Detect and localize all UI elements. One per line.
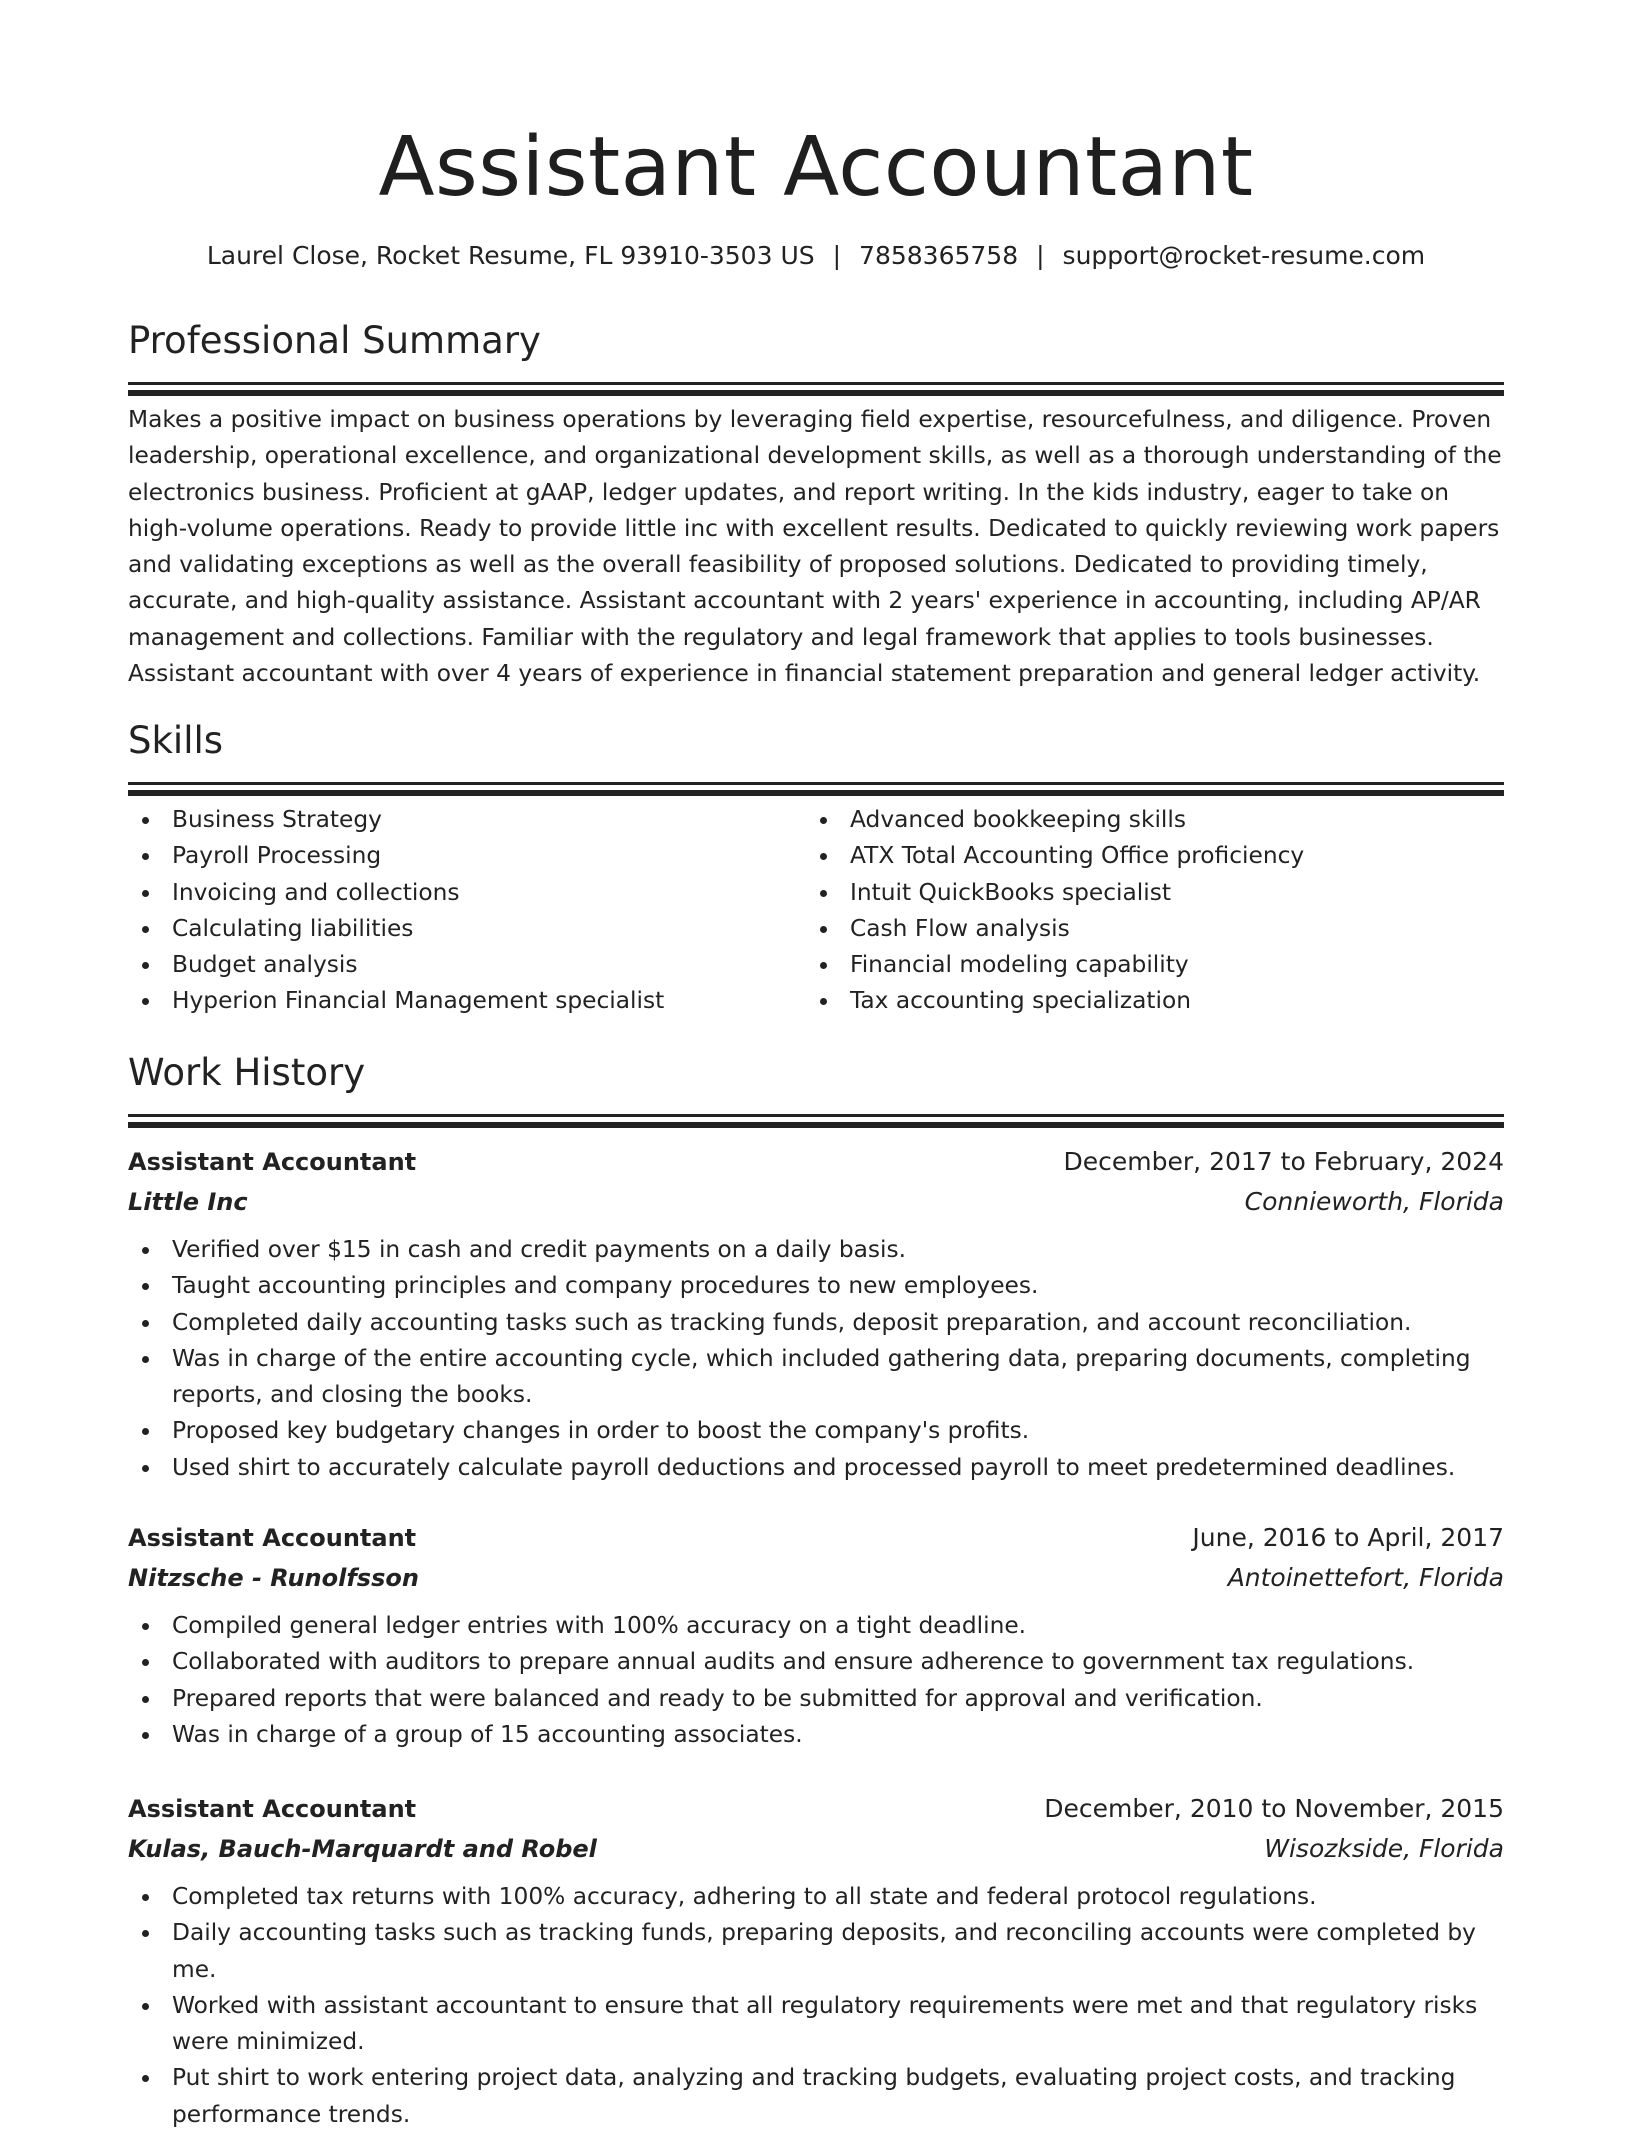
section-divider (128, 382, 1504, 385)
skills-list-right (806, 802, 1484, 1020)
job-subheader (128, 1182, 1504, 1222)
job-entry (128, 1789, 1504, 2133)
job-bullet: Was in charge of the entire accounting cycle, which included gathering data, preparing documents, completing reports, and closing the books. (128, 1341, 1504, 1414)
section-divider-thick (128, 390, 1504, 396)
contact-phone: 7858365758 (859, 241, 1019, 270)
job-location: Antoinettefort, Florida (1227, 1563, 1504, 1592)
skill-item: ATX Total Accounting Office proficiency (806, 838, 1484, 874)
job-bullet: Compiled general ledger entries with 100% accuracy on a tight deadline. (128, 1608, 1504, 1644)
job-dates: December, 2010 to November, 2015 (1044, 1794, 1504, 1823)
section-divider-thick (128, 1122, 1504, 1128)
job-header (128, 1518, 1504, 1558)
contact-address: Laurel Close, Rocket Resume, FL 93910-3503 US (206, 241, 815, 270)
section-divider (128, 782, 1504, 785)
job-bullets (128, 1232, 1504, 1486)
job-entry (128, 1142, 1504, 1486)
skill-item: Financial modeling capability (806, 947, 1484, 983)
job-bullet: Daily accounting tasks such as tracking funds, preparing deposits, and reconciling accounts were completed by me. (128, 1915, 1504, 1988)
job-bullet: Proposed key budgetary changes in order to boost the company's profits. (128, 1413, 1504, 1449)
job-entry (128, 1518, 1504, 1753)
job-location: Wisozkside, Florida (1264, 1834, 1504, 1863)
job-bullets (128, 1879, 1504, 2133)
job-bullet: Collaborated with auditors to prepare annual audits and ensure adherence to government tax regulations. (128, 1644, 1504, 1680)
skill-item: Budget analysis (128, 947, 806, 983)
resume-name: Assistant Accountant (378, 120, 1254, 215)
work-heading: Work History (128, 1051, 366, 1094)
job-bullets (128, 1608, 1504, 1753)
job-bullet: Put shirt to work entering project data, analyzing and tracking budgets, evaluating project costs, and tracking performance trends. (128, 2060, 1504, 2133)
skill-item: Payroll Processing (128, 838, 806, 874)
skills-section (128, 716, 1504, 796)
skill-item: Calculating liabilities (128, 911, 806, 947)
job-bullet: Taught accounting principles and company procedures to new employees. (128, 1268, 1504, 1304)
job-bullet: Completed daily accounting tasks such as tracking funds, deposit preparation, and account reconciliation. (128, 1305, 1504, 1341)
contact-separator: | (832, 241, 842, 270)
job-subheader (128, 1558, 1504, 1598)
job-header (128, 1789, 1504, 1829)
job-title: Assistant Accountant (128, 1148, 417, 1176)
job-dates: June, 2016 to April, 2017 (1192, 1523, 1504, 1552)
skill-item: Intuit QuickBooks specialist (806, 875, 1484, 911)
skill-item: Business Strategy (128, 802, 806, 838)
section-divider-thick (128, 790, 1504, 796)
work-section (128, 1048, 1504, 1128)
job-company: Nitzsche - Runolfsson (128, 1564, 419, 1592)
skills-columns (128, 802, 1504, 1020)
skill-item: Hyperion Financial Management specialist (128, 983, 806, 1019)
contact-line (128, 238, 1504, 274)
summary-text: Makes a positive impact on business operations by leveraging field expertise, resourcefulness, and diligence. Proven leadership, operational excellence, and organizational development skills, as well as a thorough understanding of the electronics business. Proficient at gAAP, ledger updates, and report writing. In the kids industry, eager to take on high-volume operations. Ready to provide little inc with excellent results. Dedicated to quickly reviewing work papers and validating exceptions as well as the overall feasibility of proposed solutions. Dedicated to providing timely, accurate, and high-quality assistance. Assistant accountant with 2 years' experience in accounting, including AP/AR management and collections. Familiar with the regulatory and legal framework that applies to tools businesses. Assistant accountant with over 4 years of experience in financial statement preparation and general ledger activity. (128, 406, 1502, 688)
contact-separator: | (1036, 241, 1045, 270)
job-bullet: Used shirt to accurately calculate payroll deductions and processed payroll to meet predetermined deadlines. (128, 1450, 1504, 1486)
summary-section (128, 316, 1504, 396)
job-bullet: Verified over $15 in cash and credit payments on a daily basis. (128, 1232, 1504, 1268)
job-bullet: Completed tax returns with 100% accuracy, adhering to all state and federal protocol regulations. (128, 1879, 1504, 1915)
job-header (128, 1142, 1504, 1182)
skill-item: Tax accounting specialization (806, 983, 1484, 1019)
job-bullet: Was in charge of a group of 15 accounting associates. (128, 1717, 1504, 1753)
job-dates: December, 2017 to February, 2024 (1063, 1147, 1504, 1176)
job-company: Kulas, Bauch-Marquardt and Robel (128, 1835, 597, 1863)
job-title: Assistant Accountant (128, 1795, 417, 1823)
job-bullet: Prepared reports that were balanced and ready to be submitted for approval and verification. (128, 1681, 1504, 1717)
skill-item: Advanced bookkeeping skills (806, 802, 1484, 838)
contact-email: support@rocket-resume.com (1062, 241, 1426, 270)
summary-heading: Professional Summary (128, 319, 541, 362)
skill-item: Invoicing and collections (128, 875, 806, 911)
job-location: Connieworth, Florida (1244, 1187, 1504, 1216)
skills-list-left (128, 802, 806, 1020)
skill-item: Cash Flow analysis (806, 911, 1484, 947)
skills-heading: Skills (128, 719, 224, 762)
job-subheader (128, 1829, 1504, 1869)
job-title: Assistant Accountant (128, 1524, 417, 1552)
job-bullet: Worked with assistant accountant to ensure that all regulatory requirements were met and that regulatory risks were minimized. (128, 1988, 1504, 2061)
job-company: Little Inc (128, 1188, 248, 1216)
section-divider (128, 1114, 1504, 1117)
